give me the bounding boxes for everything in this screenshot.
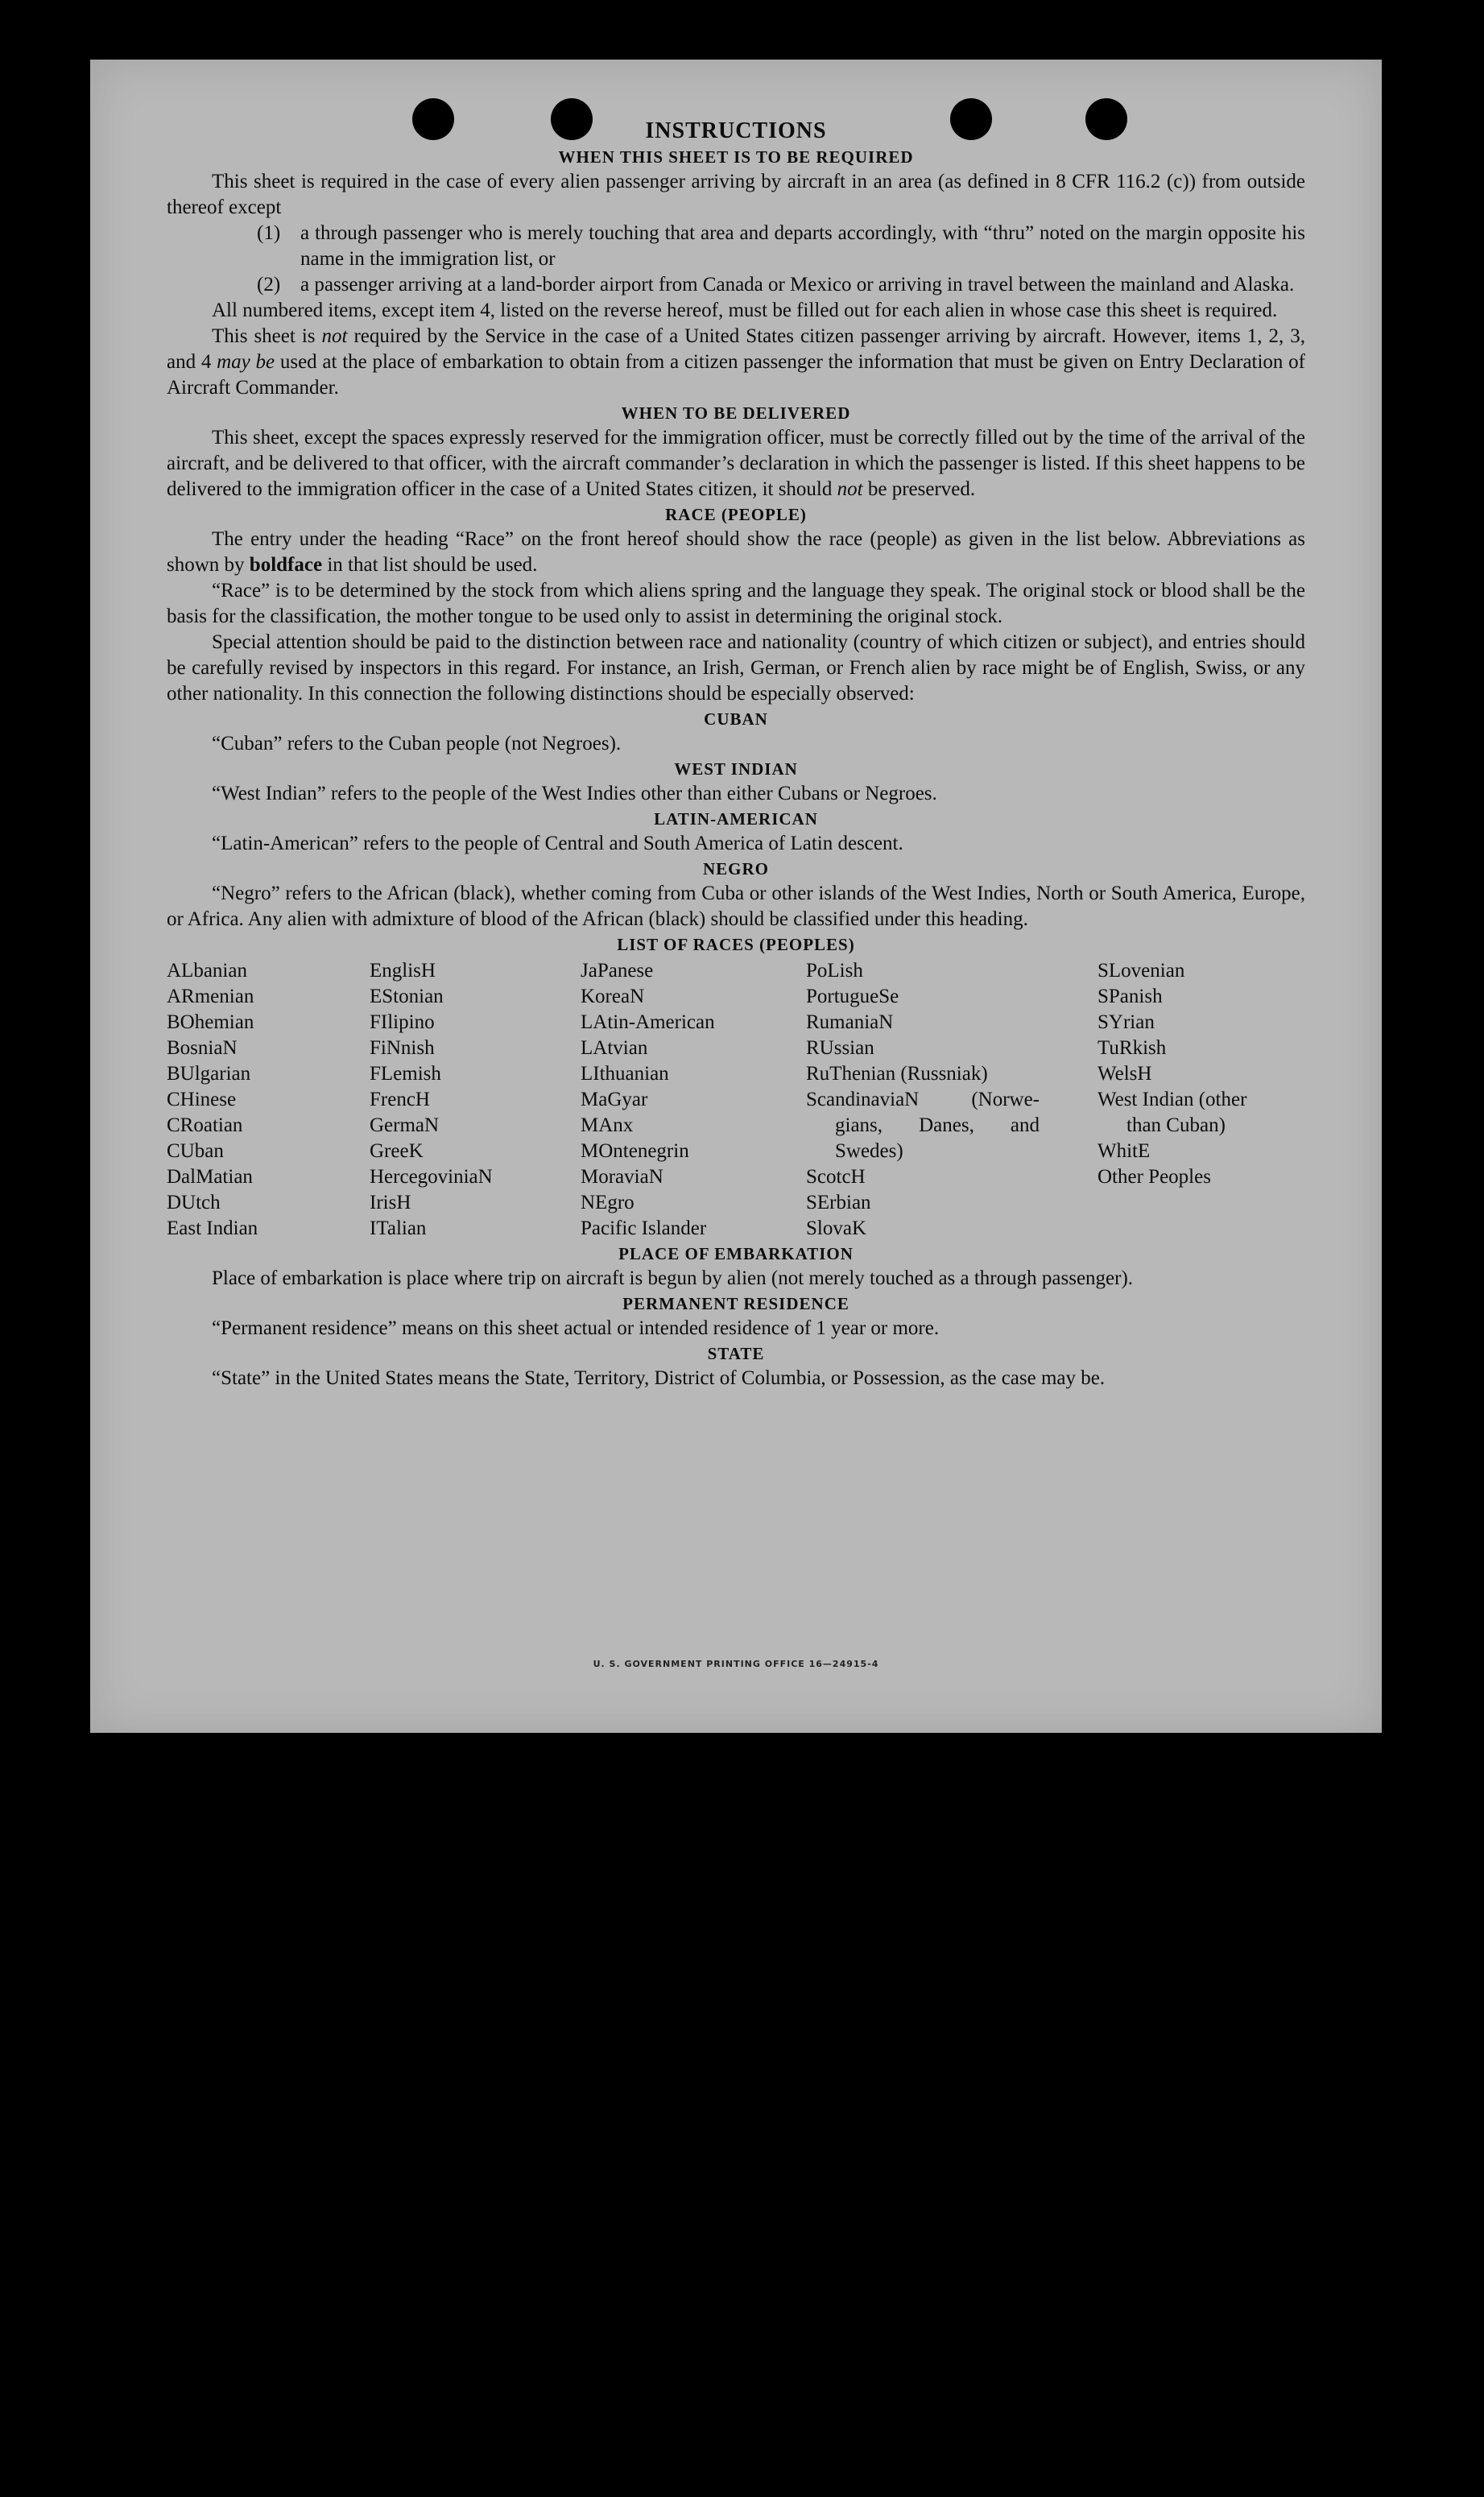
race-entry: LAtvian [581,1037,648,1059]
race-entry: ARmenian [167,986,254,1007]
race-entry: JaPanese [581,960,654,982]
race-entry: SlovaK [806,1217,866,1239]
races-column [167,958,370,1242]
printer-imprint: U. S. GOVERNMENT PRINTING OFFICE 16—24915-4 [593,1659,879,1669]
exception-item: (2) a passenger arriving at a land-border airport from Canada or Mexico or arriving in travel between the mainland and Alaska. [257,274,1295,296]
heading-negro: NEGRO [702,859,769,878]
embarkation-text: Place of embarkation is place where trip on aircraft is begun by alien (not merely touched as a through passenger). [212,1267,1134,1289]
race-entry: PoLish [806,960,863,982]
race-entry: Other Peoples [1097,1166,1211,1188]
race-entry: FrencH [370,1089,430,1110]
race-entry: FIlipino [370,1011,435,1033]
race-entry: CHinese [167,1089,237,1110]
negro-text: “Negro” refers to the African (black), whether coming from Cuba or other islands of the West Indies, North or South America, Europe, or Africa. Any alien with admixture of blood of the African (black) should be classified under this heading. [167,883,1305,930]
races-column [806,958,1097,1242]
heading-cuban: CUBAN [704,709,768,729]
race-entry: CUban [167,1140,224,1162]
race-entry: East Indian [167,1217,258,1239]
heading-state: STATE [707,1344,765,1363]
race-paragraph: “Race” is to be determined by the stock from which aliens spring and the language they speak. The original stock or blood shall be the basis for the classification, the mother tongue to be used only to assist in determining the original stock. [167,580,1305,627]
race-paragraph: The entry under the heading “Race” on the front hereof should show the race (people) as given in the list below. Abbreviations as shown by boldface in that list should be used. [167,528,1305,576]
race-entry: WelsH [1097,1063,1152,1085]
race-entry: SYrian [1097,1011,1155,1033]
race-entry: ITalian [370,1217,427,1239]
races-list [167,958,1305,1242]
races-column [370,958,581,1242]
race-entry: BUlgarian [167,1063,251,1085]
race-entry: WhitE [1097,1140,1151,1162]
race-entry: ScandinaviaN (Norwe- [806,1089,1040,1110]
heading-required: WHEN THIS SHEET IS TO BE REQUIRED [558,147,914,167]
residence-text: “Permanent residence” means on this sheet actual or intended residence of 1 year or more. [212,1317,940,1339]
race-entry: gians, Danes, and [835,1114,1040,1136]
heading-residence: PERMANENT RESIDENCE [622,1294,849,1313]
exception-item: (1) a through passenger who is merely touching that area and departs accordingly, with “thru” noted on the margin opposite his name in the immigration list, or [257,222,1305,270]
race-entry: TuRkish [1097,1037,1167,1059]
race-entry: ScotcH [806,1166,866,1188]
race-entry: DUtch [167,1192,221,1213]
citizen-paragraph: This sheet is not required by the Service in the case of a United States citizen passenger arriving by aircraft. However, items 1, 2, 3, and 4 may be used at the place of embarkation to obtain from a citizen passenger the information that must be given on Entry Declaration of Aircraft Commander. [167,325,1306,399]
race-entry: LIthuanian [581,1063,669,1085]
race-entry: BOhemian [167,1011,254,1033]
race-entry: MOntenegrin [581,1140,689,1162]
race-entry: BosniaN [167,1037,238,1059]
race-entry: ALbanian [167,960,247,982]
form-sheet [90,60,1382,1733]
heading-latin-american: LATIN-AMERICAN [654,809,818,829]
race-entry: FiNnish [370,1037,435,1059]
race-entry: SLovenian [1097,960,1185,982]
race-entry: RumaniaN [806,1011,894,1033]
race-paragraph: Special attention should be paid to the distinction between race and nationality (country of which citizen or subject), and entries should be carefully revised by inspectors in this regard. For instance, an Irish, German, or French alien by race might be of English, Swiss, or any other nationality. In this connection the following distinctions should be especially observed: [167,631,1305,705]
state-text: “State” in the United States means the State, Territory, District of Columbia, or Possession, as the case may be. [212,1367,1106,1389]
race-entry: RuThenian (Russniak) [806,1063,988,1085]
race-entry: KoreaN [581,986,645,1007]
west-indian-text: “West Indian” refers to the people of the West Indies other than either Cubans or Negroes. [212,783,937,804]
race-entry: than Cuban) [1126,1114,1226,1136]
race-entry: MoraviaN [581,1166,663,1188]
race-entry: PortugueSe [806,986,899,1007]
page-title: INSTRUCTIONS [645,118,827,143]
race-entry: HercegoviniaN [370,1166,493,1188]
race-entry: EnglisH [370,960,436,982]
race-entry: GreeK [370,1140,424,1162]
heading-race: RACE (PEOPLE) [665,505,807,524]
required-intro: This sheet is required in the case of every alien passenger arriving by aircraft in an area (as defined in 8 CFR 116.2 (c)) from outside thereof except [167,171,1305,218]
race-entry: GermaN [370,1114,440,1136]
race-entry: EStonian [370,986,444,1007]
latin-american-text: “Latin-American” refers to the people of Central and South America of Latin descent. [212,833,903,854]
instructions-body [167,118,1305,1391]
race-entry: SPanish [1097,986,1163,1007]
race-entry: SErbian [806,1192,871,1213]
required-paragraph: All numbered items, except item 4, listed on the reverse hereof, must be filled out for each alien in whose case this sheet is required. [212,300,1278,321]
cuban-text: “Cuban” refers to the Cuban people (not Negroes). [212,733,622,754]
heading-races-list: LIST OF RACES (PEOPLES) [617,935,855,954]
race-entry: NEgro [581,1192,635,1213]
race-entry: FLemish [370,1063,441,1085]
races-column [1097,958,1305,1242]
race-entry: West Indian (other [1097,1089,1247,1110]
heading-delivered: WHEN TO BE DELIVERED [621,403,851,423]
race-entry: DalMatian [167,1166,253,1188]
heading-west-indian: WEST INDIAN [674,759,798,779]
race-entry: Pacific Islander [581,1217,707,1239]
race-entry: Swedes) [835,1140,903,1162]
race-entry: CRoatian [167,1114,243,1136]
race-entry: MaGyar [581,1089,648,1110]
delivered-paragraph: This sheet, except the spaces expressly reserved for the immigration officer, must be correctly filled out by the time of the arrival of the aircraft, and be delivered to that officer, with the aircraft commander’s declaration in which the passenger is listed. If this sheet happens to be delivered to the immigration officer in the case of a United States citizen, it should not be preserved. [167,427,1305,500]
race-entry: RUssian [806,1037,874,1059]
race-entry: LAtin-American [581,1011,715,1033]
races-column [581,958,806,1242]
race-entry: MAnx [581,1114,634,1136]
race-entry: IrisH [370,1192,411,1213]
heading-embarkation: PLACE OF EMBARKATION [618,1244,854,1263]
